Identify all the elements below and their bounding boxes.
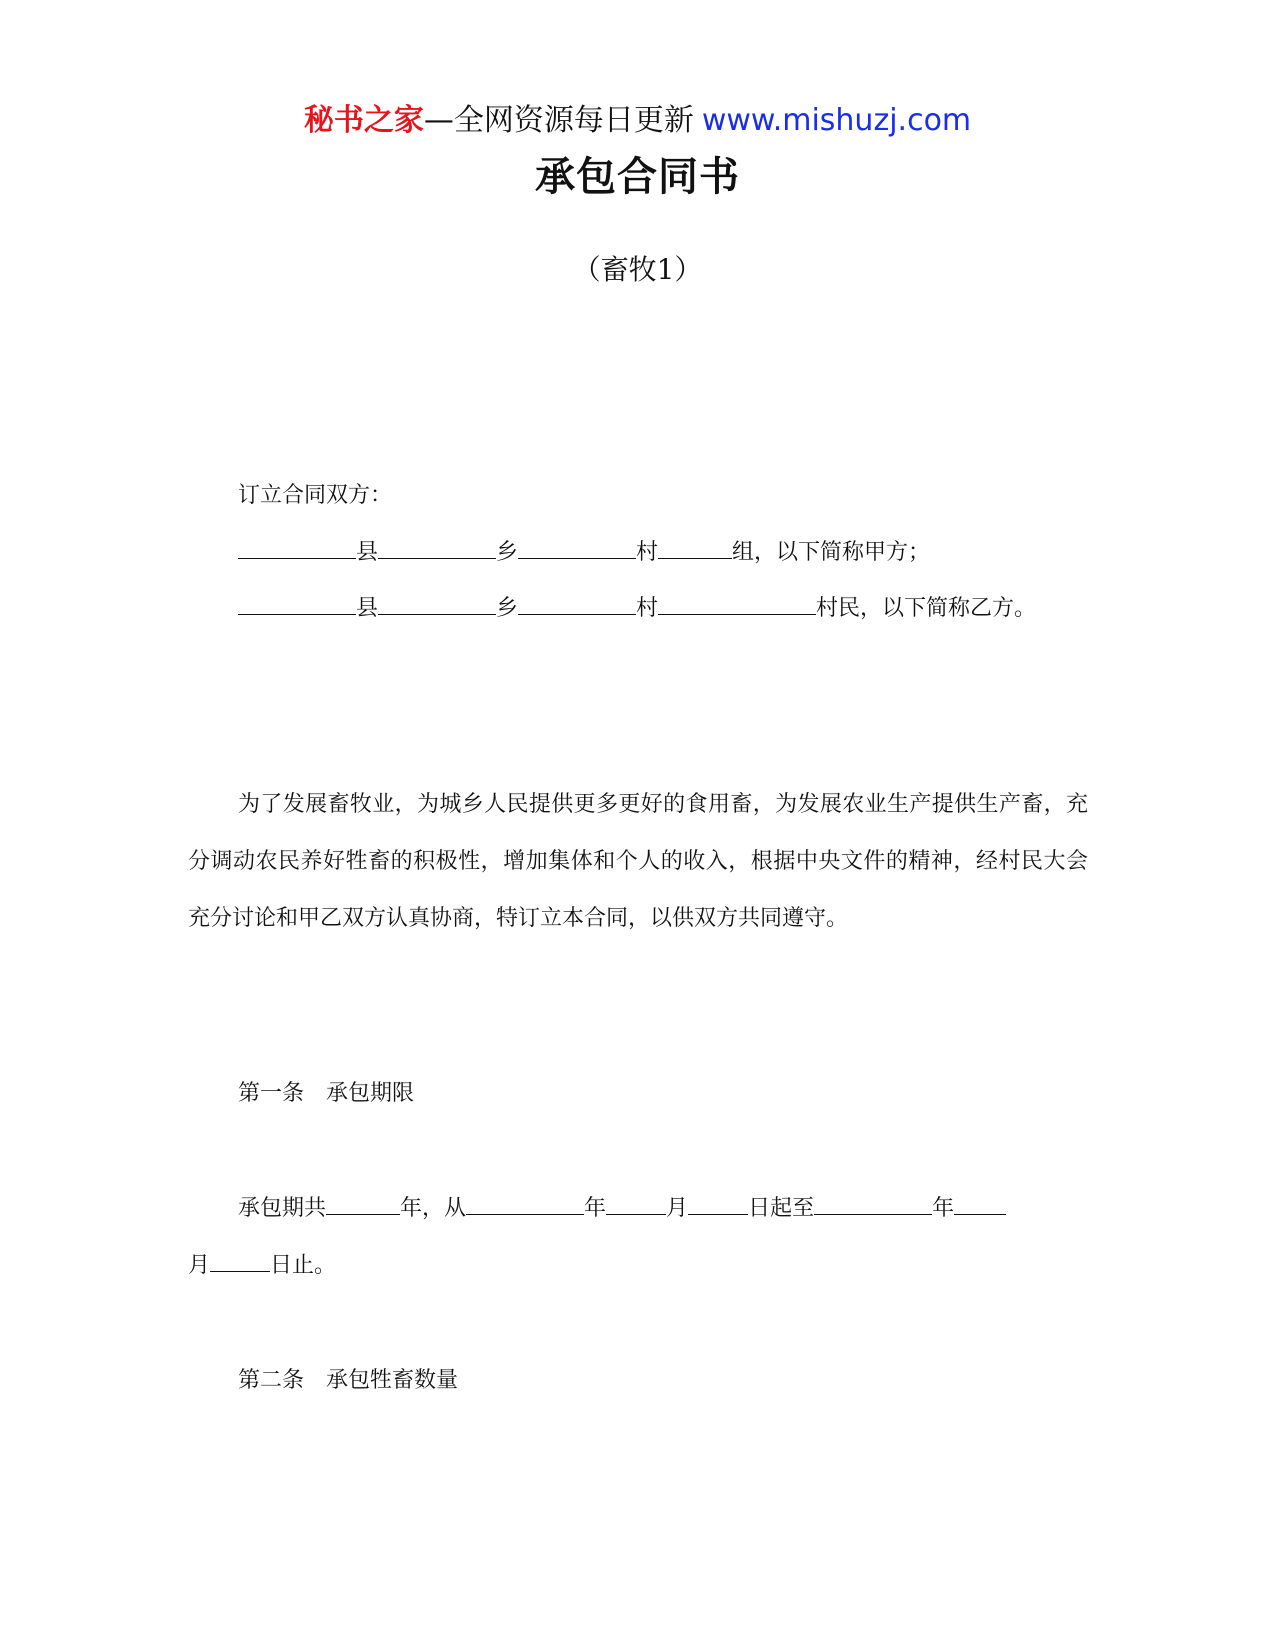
term-text: 年，从 <box>400 1196 467 1221</box>
parties-intro: 订立合同双方： <box>238 483 393 508</box>
term-text: 年 <box>584 1196 607 1221</box>
blank-field[interactable] <box>606 1192 666 1215</box>
blank-field[interactable] <box>326 1192 400 1215</box>
blank-field[interactable] <box>238 536 356 559</box>
blank-field[interactable] <box>210 1249 270 1272</box>
term-text: 日止。 <box>270 1253 337 1278</box>
label-villager: 村民，以下简称乙方。 <box>816 596 1037 621</box>
blank-field[interactable] <box>814 1192 932 1215</box>
term-text: 年 <box>932 1196 955 1221</box>
article-1-term-line-2 <box>188 1249 336 1282</box>
party-a-line <box>238 536 930 569</box>
article-2-heading: 第二条 承包牲畜数量 <box>238 1368 459 1393</box>
term-text: 日起至 <box>748 1196 815 1221</box>
label-township: 乡 <box>496 540 519 565</box>
article-1-heading: 第一条 承包期限 <box>238 1081 415 1106</box>
site-header <box>0 101 1275 141</box>
article-1-term-line-1 <box>238 1192 1006 1225</box>
site-brand: 秘书之家 <box>303 103 424 138</box>
label-village: 村 <box>636 596 659 621</box>
document-subtitle: （畜牧1） <box>572 253 703 286</box>
preamble-paragraph: 为了发展畜牧业，为城乡人民提供更多更好的食用畜，为发展农业生产提供生产畜，充分调动农民养好牲畜的积极性，增加集体和个人的收入，根据中央文件的精神，经村民大会充分讨论和甲乙双方认真协商，特订立本合同，以供双方共同遵守。 <box>188 792 1088 931</box>
blank-field[interactable] <box>378 592 496 615</box>
label-village: 村 <box>636 540 659 565</box>
term-text: 月 <box>666 1196 689 1221</box>
label-township: 乡 <box>496 596 519 621</box>
blank-field[interactable] <box>954 1192 1006 1215</box>
site-slogan: —全网资源每日更新 <box>423 103 694 138</box>
label-county: 县 <box>356 596 379 621</box>
blank-field[interactable] <box>518 536 636 559</box>
blank-field[interactable] <box>658 536 732 559</box>
document-title: 承包合同书 <box>535 154 740 200</box>
party-b-line <box>238 592 1036 625</box>
term-text: 月 <box>188 1253 211 1278</box>
blank-field[interactable] <box>466 1192 584 1215</box>
label-county: 县 <box>356 540 379 565</box>
label-group: 组，以下简称甲方； <box>732 540 931 565</box>
blank-field[interactable] <box>658 592 816 615</box>
blank-field[interactable] <box>238 592 356 615</box>
blank-field[interactable] <box>518 592 636 615</box>
site-url[interactable]: www.mishuzj.com <box>701 103 972 138</box>
term-text: 承包期共 <box>238 1196 327 1221</box>
blank-field[interactable] <box>688 1192 748 1215</box>
blank-field[interactable] <box>378 536 496 559</box>
